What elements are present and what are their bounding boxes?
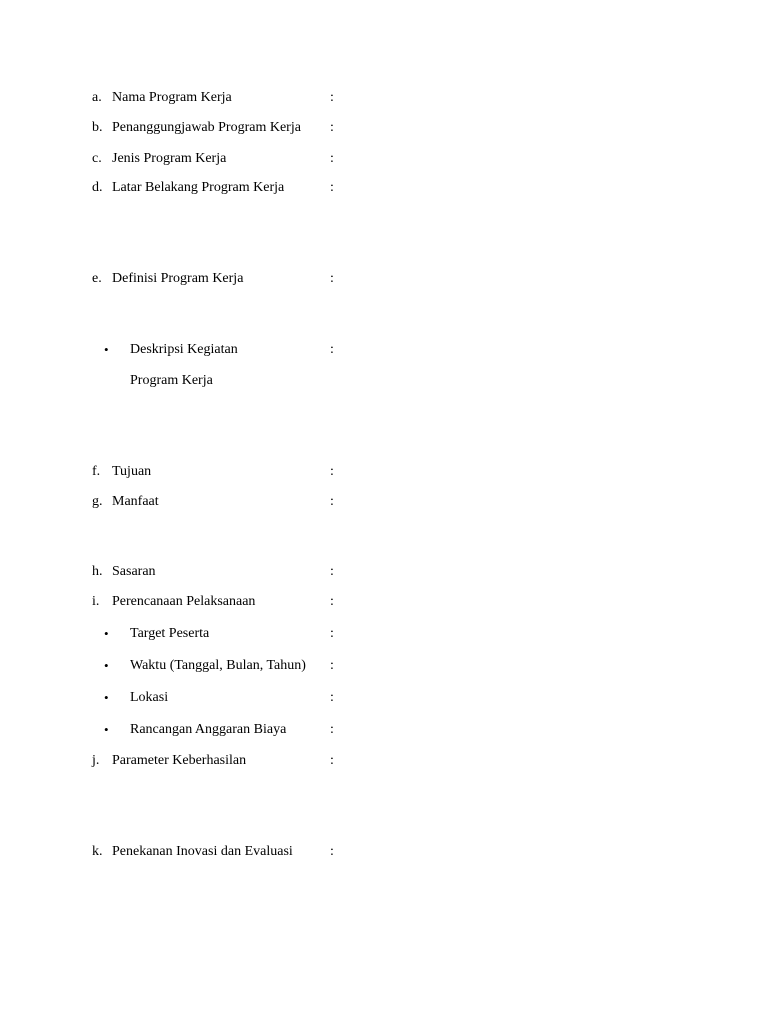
bullet-icon: • <box>104 722 109 737</box>
item-label: Waktu (Tanggal, Bulan, Tahun) <box>130 658 306 673</box>
item-target-peserta <box>0 624 768 644</box>
item-marker: g. <box>92 494 103 509</box>
item-label: Parameter Keberhasilan <box>112 753 247 768</box>
item-latar-belakang <box>0 178 768 198</box>
item-colon: : <box>330 464 334 479</box>
item-colon: : <box>330 90 334 105</box>
item-label: Jenis Program Kerja <box>112 151 227 166</box>
item-label: Deskripsi Kegiatan <box>130 342 238 357</box>
bullet-icon: • <box>104 658 109 673</box>
item-jenis-program-kerja <box>0 149 768 169</box>
item-label: Penekanan Inovasi dan Evaluasi <box>112 844 293 859</box>
bullet-icon: • <box>104 626 109 641</box>
item-penekanan-inovasi <box>0 842 768 862</box>
bullet-icon: • <box>104 342 109 357</box>
item-label: Lokasi <box>130 690 169 705</box>
item-marker: b. <box>92 120 103 135</box>
item-definisi-program-kerja <box>0 269 768 289</box>
item-label: Penanggungjawab Program Kerja <box>112 120 301 135</box>
item-penanggungjawab <box>0 118 768 138</box>
item-label: Perencanaan Pelaksanaan <box>112 594 256 609</box>
item-marker: c. <box>92 151 102 166</box>
item-lokasi <box>0 688 768 708</box>
item-perencanaan-pelaksanaan <box>0 592 768 612</box>
item-marker: k. <box>92 844 103 859</box>
item-label: Latar Belakang Program Kerja <box>112 180 285 195</box>
item-label: Target Peserta <box>130 626 210 641</box>
item-colon: : <box>330 722 334 737</box>
item-marker: d. <box>92 180 103 195</box>
item-marker: f. <box>92 464 101 479</box>
bullet-icon: • <box>104 690 109 705</box>
item-marker: h. <box>92 564 103 579</box>
item-colon: : <box>330 844 334 859</box>
item-colon: : <box>330 626 334 641</box>
item-sasaran <box>0 562 768 582</box>
item-nama-program-kerja <box>0 88 768 108</box>
item-colon: : <box>330 564 334 579</box>
item-label: Definisi Program Kerja <box>112 271 244 286</box>
item-colon: : <box>330 658 334 673</box>
item-colon: : <box>330 120 334 135</box>
item-manfaat <box>0 492 768 512</box>
item-tujuan <box>0 462 768 482</box>
item-label: Nama Program Kerja <box>112 90 232 105</box>
item-waktu <box>0 656 768 676</box>
item-deskripsi-kegiatan <box>0 340 768 360</box>
item-label-continuation: Program Kerja <box>130 373 213 388</box>
item-colon: : <box>330 594 334 609</box>
item-colon: : <box>330 690 334 705</box>
item-label: Rancangan Anggaran Biaya <box>130 722 287 737</box>
item-colon: : <box>330 151 334 166</box>
item-marker: i. <box>92 594 100 609</box>
item-marker: e. <box>92 271 102 286</box>
item-marker: j. <box>92 753 100 768</box>
item-parameter-keberhasilan <box>0 751 768 771</box>
item-colon: : <box>330 180 334 195</box>
item-colon: : <box>330 342 334 357</box>
item-marker: a. <box>92 90 102 105</box>
item-colon: : <box>330 271 334 286</box>
item-colon: : <box>330 494 334 509</box>
item-label: Tujuan <box>112 464 152 479</box>
item-label: Manfaat <box>112 494 159 509</box>
item-label: Sasaran <box>112 564 156 579</box>
item-colon: : <box>330 753 334 768</box>
item-rancangan-anggaran-biaya <box>0 720 768 740</box>
